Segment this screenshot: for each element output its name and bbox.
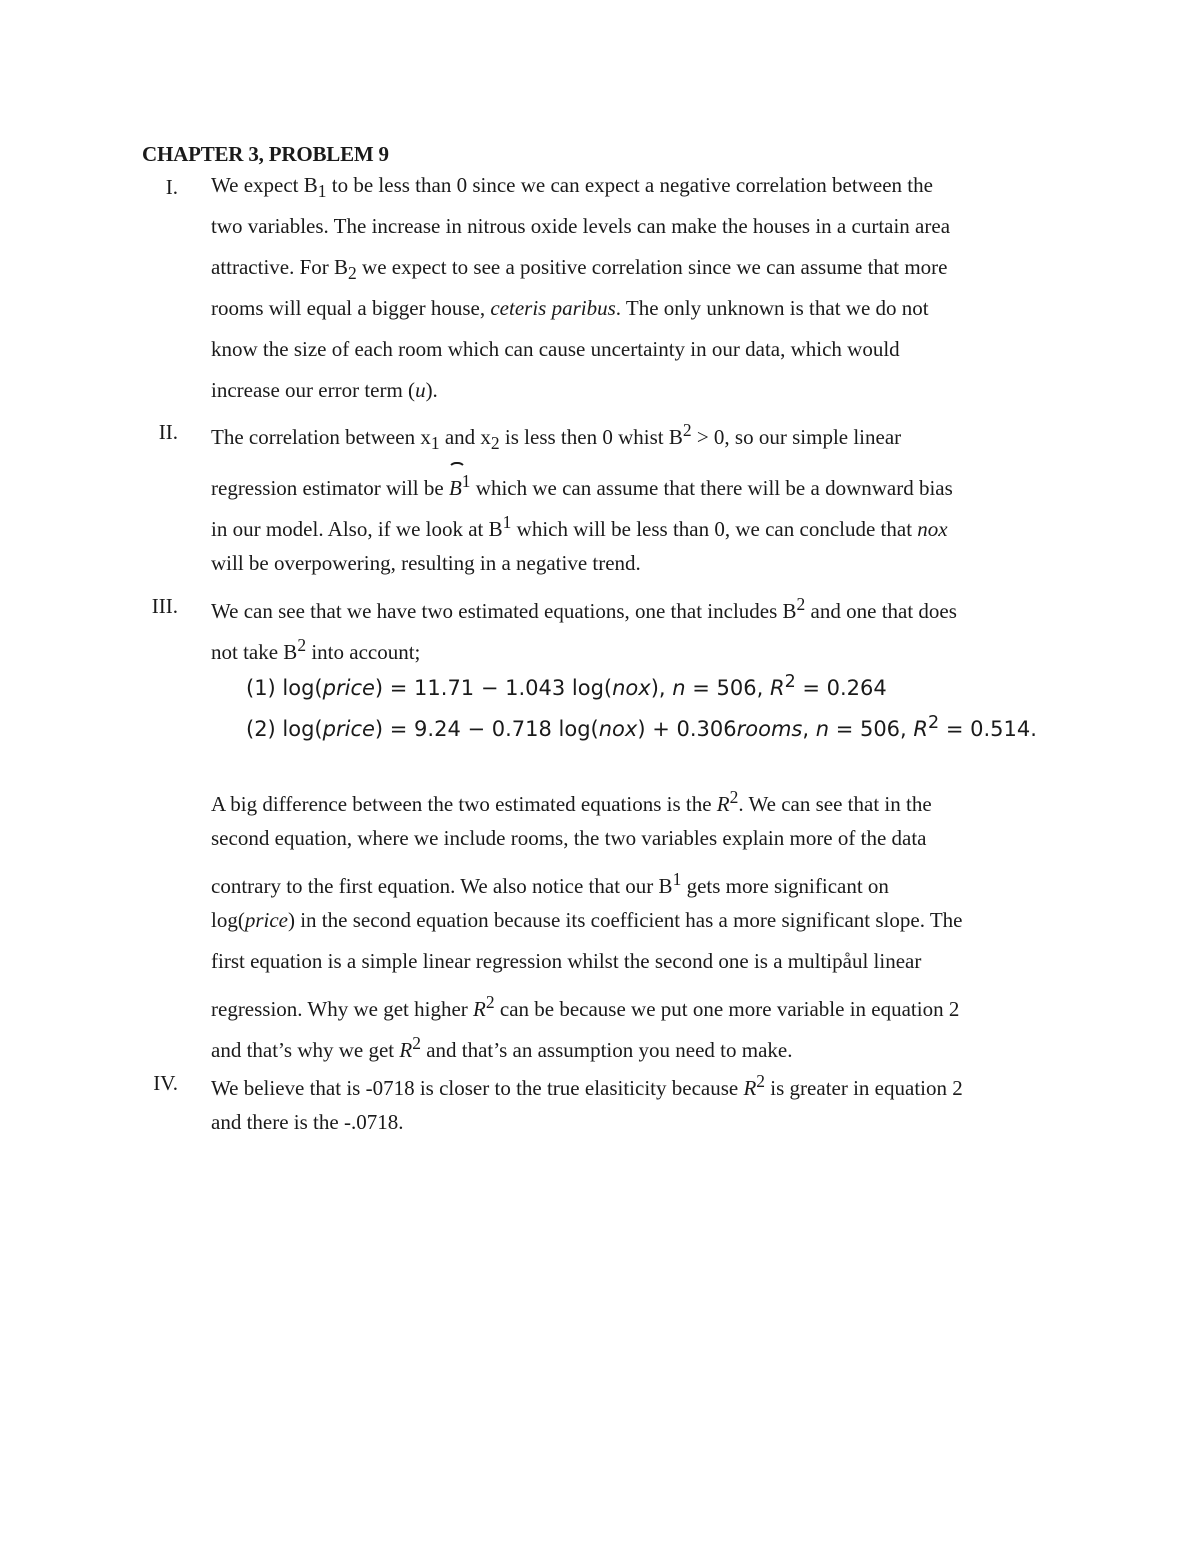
text-line: two variables. The increase in nitrous oxide levels can make the houses in a curtain area — [211, 214, 951, 238]
text-line: We can see that we have two estimated equations, one that includes $B^2$ and one that does — [211, 594, 957, 623]
text-line: regression estimator will be $B^1$ which we can assume that there will be a downward bias — [211, 461, 1071, 502]
text-line: rooms will equal a bigger house, ceteris paribus. The only unknown is that we do not — [211, 296, 929, 320]
text-line: regression. Why we get higher $R^2$ can be because we put one more variable in equation 2 — [211, 992, 960, 1021]
item-ii-text — [211, 410, 1071, 584]
text-line: and there is the -.0718. — [211, 1110, 404, 1134]
text-line: in our model. Also, if we look at $B^1$ which will be less than 0, we can conclude that nox — [211, 512, 948, 541]
text-line: first equation is a simple linear regression whilst the second one is a multipåul linear — [211, 949, 922, 973]
item-iii-text — [211, 584, 1071, 666]
item-iii-discussion — [211, 777, 1071, 1064]
text-line: know the size of each room which can cause uncertainty in our data, which would — [211, 337, 900, 361]
text-line: The correlation between $x_1$ and $x_2$ is less then 0 whist $B^2 > 0$, so our simple linear — [211, 420, 902, 454]
item-i-text — [211, 165, 1071, 411]
numeral-i: I. — [165, 175, 178, 199]
equation-2: (2) log(price) = 9.24 − 0.718 log(nox) + 0.306rooms, n = 506, $R^2 = 0.514$. — [246, 713, 1037, 741]
text-line: will be overpowering, resulting in a negative trend. — [211, 551, 641, 575]
text-line: A big difference between the two estimated equations is the $R^2$. We can see that in the — [211, 787, 932, 816]
text-line: log(price) in the second equation because its coefficient has a more significant slope. The — [211, 908, 963, 932]
text-line: and that’s why we get $R^2$ and that’s an assumption you need to make. — [211, 1033, 793, 1062]
text-line: We believe that is -0718 is closer to the true elasiticity because $R^2$ is greater in equation 2 — [211, 1071, 963, 1100]
item-iv-text — [211, 1061, 1071, 1143]
equation-1: (1) log(price) = 11.71 − 1.043 log(nox), n = 506, $R^2 = 0.264$ — [246, 672, 887, 700]
text-line: increase our error term (u). — [211, 378, 438, 402]
page-title: CHAPTER 3, PROBLEM 9 — [142, 142, 389, 166]
numeral-iii: III. — [151, 594, 178, 618]
text-line: attractive. For $B_2$ we expect to see a positive correlation since we can assume that more — [211, 255, 948, 284]
text-line: contrary to the first equation. We also notice that our $B^1$ gets more significant on — [211, 869, 889, 898]
text-line: second equation, where we include rooms, the two variables explain more of the data — [211, 826, 927, 850]
text-line: We expect $B_1$ to be less than 0 since we can expect a negative correlation between the — [211, 173, 933, 202]
numeral-ii: II. — [158, 420, 178, 444]
text-line: not take $B^2$ into account; — [211, 635, 421, 664]
numeral-iv: IV. — [153, 1071, 178, 1095]
